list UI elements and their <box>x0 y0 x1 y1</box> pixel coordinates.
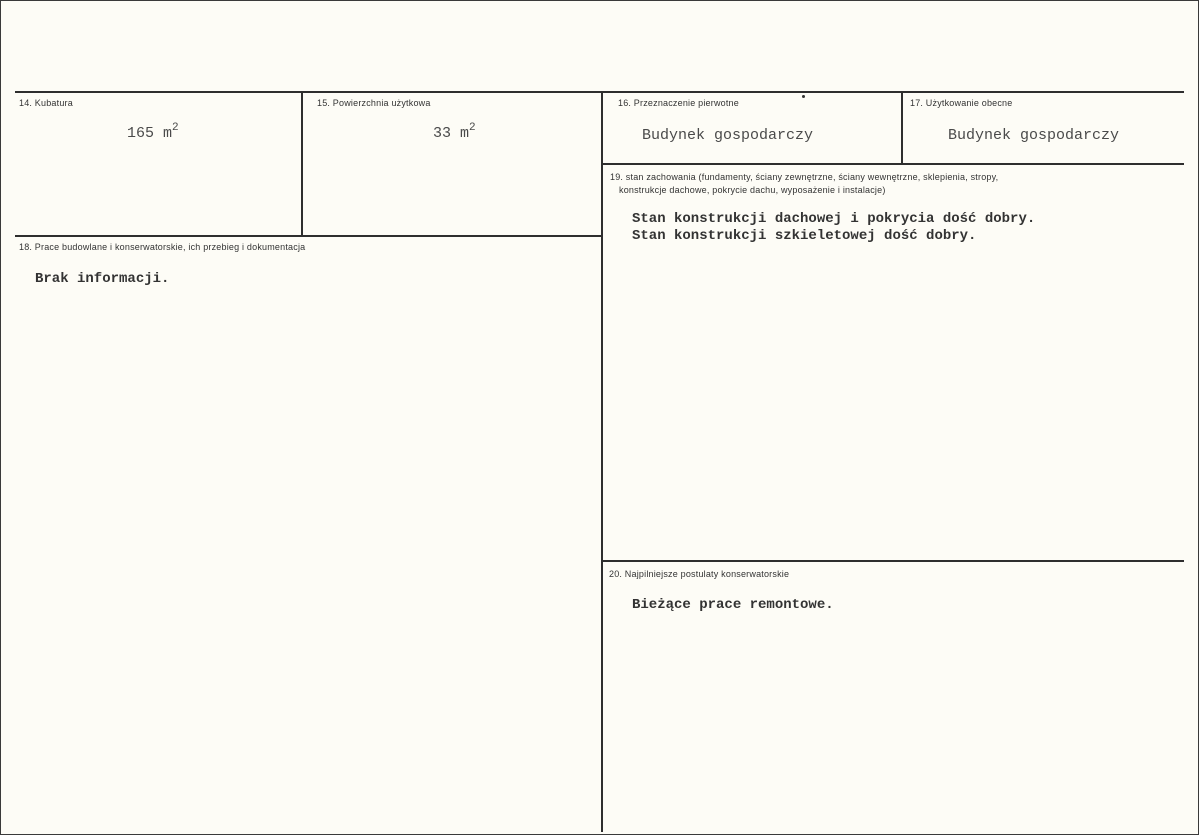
top-rule <box>15 91 1184 93</box>
field-15-value <box>433 123 476 142</box>
rule-below-14-15 <box>15 235 602 237</box>
field-19-label <box>610 171 1130 197</box>
field-18-value: Brak informacji. <box>35 271 170 287</box>
field-19-value-line2: Stan konstrukcji szkieletowej dość dobry. <box>632 228 977 244</box>
field-14-value <box>127 123 179 142</box>
field-15-number: 33 m <box>433 125 470 142</box>
field-16-label: 16. Przeznaczenie pierwotne <box>618 98 739 108</box>
rule-above-20 <box>602 560 1184 562</box>
field-19-label-line2: konstrukcje dachowe, pokrycie dachu, wyposażenie i instalacje) <box>619 185 886 195</box>
divider-14-15 <box>301 92 303 236</box>
field-20-value: Bieżące prace remontowe. <box>632 597 834 613</box>
divider-16-17 <box>901 92 903 164</box>
field-19-label-line1: 19. stan zachowania (fundamenty, ściany zewnętrzne, ściany wewnętrzne, sklepienia, stropy, <box>610 172 999 182</box>
field-18-label: 18. Prace budowlane i konserwatorskie, ich przebieg i dokumentacja <box>19 242 306 252</box>
field-15-label: 15. Powierzchnia użytkowa <box>317 98 431 108</box>
field-14-exponent: 2 <box>172 122 179 134</box>
field-14-label: 14. Kubatura <box>19 98 73 108</box>
field-17-label: 17. Użytkowanie obecne <box>910 98 1013 108</box>
field-14-number: 165 m <box>127 125 173 142</box>
field-15-exponent: 2 <box>469 122 476 134</box>
rule-below-16-17 <box>602 163 1184 165</box>
center-divider <box>601 92 603 832</box>
field-19-value-line1: Stan konstrukcji dachowej i pokrycia dość dobry. <box>632 211 1036 227</box>
field-16-value: Budynek gospodarczy <box>642 127 814 144</box>
field-17-value: Budynek gospodarczy <box>948 127 1120 144</box>
field-20-label: 20. Najpilniejsze postulaty konserwatorskie <box>609 569 790 579</box>
ink-mark <box>802 95 805 98</box>
